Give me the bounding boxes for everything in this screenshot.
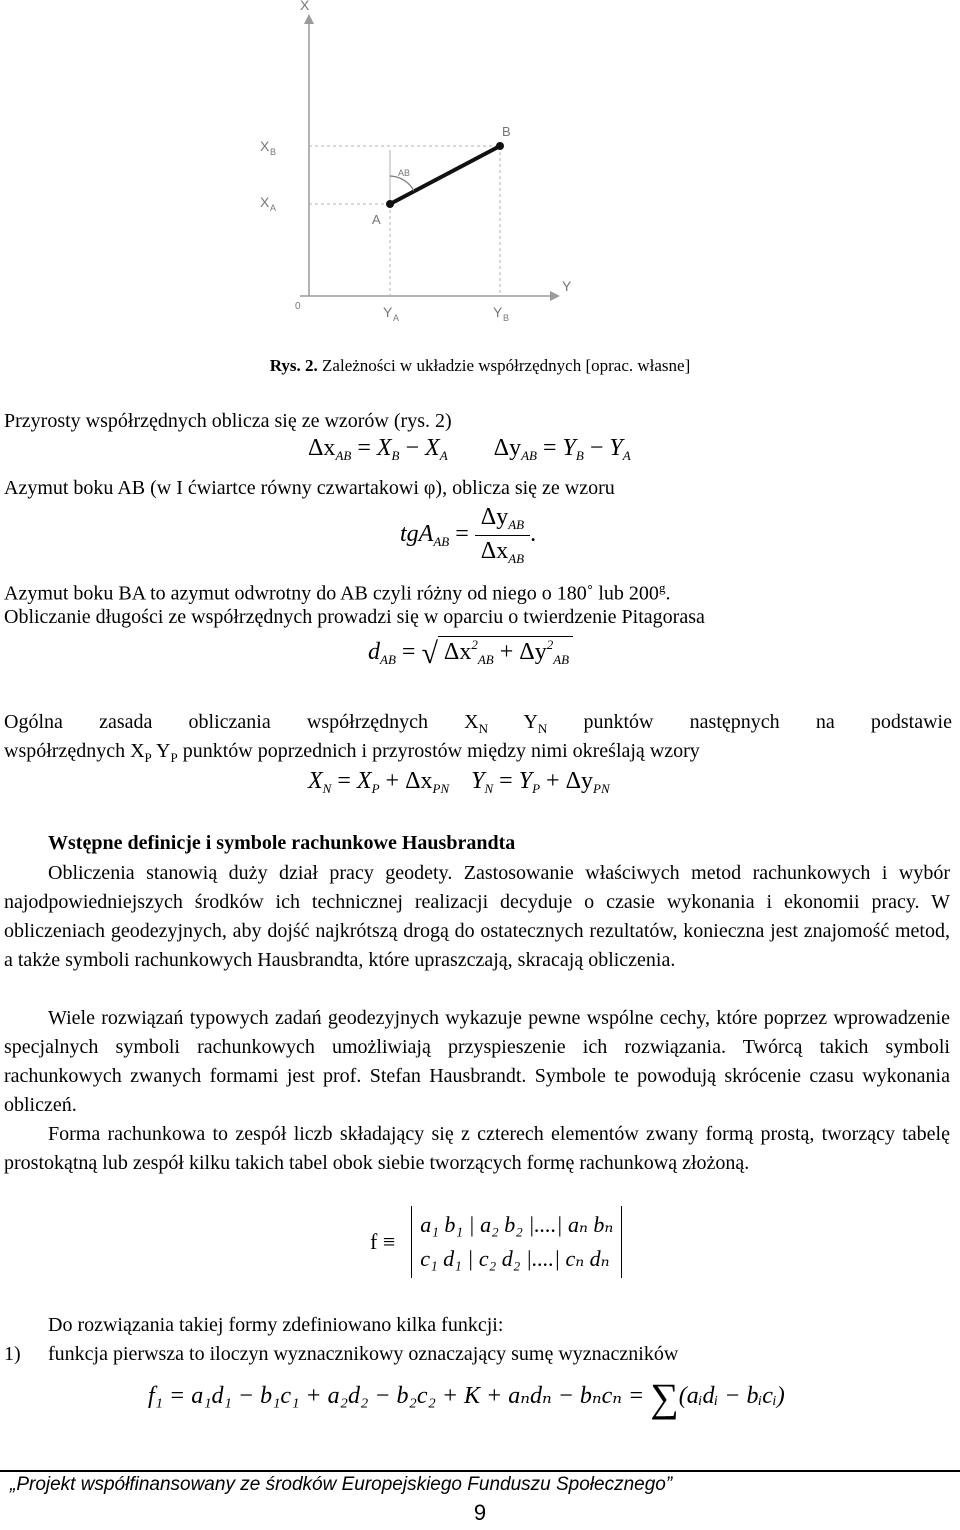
caption-label: Rys. 2. [269, 356, 318, 375]
xb-label: X [260, 138, 270, 154]
xa-label: X [260, 194, 270, 210]
formula-next-point: $X_N = X_P + \Delta x_{PN}$ $Y_N = Y_P + \Delta y_{PN}$ [308, 768, 610, 796]
page-number: 9 [473, 1500, 487, 1525]
distance-symbol: d [368, 639, 380, 665]
point-b-label: B [502, 124, 511, 139]
y-axis-label: Y [562, 278, 572, 294]
sigma-symbol: ∑ [650, 1375, 679, 1420]
formula-function-one: f₁ = a₁d₁ − b₁c₁ + a₂d₂ − b₂c₂ + K + aₙdₙ − bₙcₙ = ∑(aᵢdᵢ − bᵢcᵢ) [148, 1375, 785, 1420]
yb-label: Y [493, 304, 503, 320]
azimuth-fraction: $\frac{\Delta y_{AB}}{\Delta x_{AB}}$ [475, 504, 530, 567]
dx-symbol: Δx [308, 435, 336, 461]
footer-text: „Projekt współfinansowany ze środków Europejskiego Funduszu Społecznego” [10, 1474, 673, 1495]
yb-sub-label: B [503, 313, 510, 323]
azimuth-diagram [240, 0, 580, 340]
figure-caption [0, 356, 960, 376]
paragraph-form-definition: Forma rachunkowa to zespół liczb składający się z czterech elementów zwany formą prostą, tworzący tabelę prostokątną lub zespół kilku takich tabel obok siebie tworzących formę rachunkową złożoną. [4, 1123, 950, 1174]
formula-increments: $\Delta x_{AB} = X_B - X_A$ $\Delta y_{AB} = Y_B - Y_A$ [308, 435, 631, 463]
dy-symbol: Δy [493, 435, 522, 461]
xb-sub-label: B [270, 147, 277, 157]
form-row-2: c₁ d₁ | c₂ d₂ |....| cₙ dₙ [420, 1246, 610, 1271]
form-row-1: a₁ b₁ | a₂ b₂ |....| aₙ bₙ [420, 1212, 614, 1237]
list-item-text: funkcja pierwsza to iloczyn wyznacznikowy oznaczający sumę wyznaczników [48, 1343, 679, 1365]
footer-rule [0, 1470, 960, 1472]
angle-label: AB [398, 168, 411, 178]
paragraph-increments: Przyrosty współrzędnych oblicza się ze wzorów (rys. 2) [4, 410, 452, 432]
x-axis-arrow [304, 14, 314, 24]
paragraph-general-rule-line2: współrzędnych $X_P$ $Y_P$ punktów poprzednich i przyrostów między nimi określają wzory [4, 740, 700, 765]
point-a [386, 200, 394, 208]
formula-distance: $d_{AB}$ = √ $\Delta x^2_{AB} + \Delta y^2_{AB}$ [368, 636, 573, 671]
y-axis-arrow [550, 291, 560, 301]
section-heading: Wstępne definicje i symbole rachunkowe Hausbrandta [48, 832, 516, 854]
ya-sub-label: A [393, 313, 400, 323]
ya-label: Y [383, 304, 393, 320]
paragraph-azimuth: Azymut boku AB (w I ćwiartce równy czwartakowi φ), oblicza się ze wzoru [4, 477, 615, 499]
formula-azimuth: tgA$_{AB}$ = $\frac{\Delta y_{AB}}{\Delta x_{AB}}$ . [400, 504, 537, 566]
caption-text: Zależności w układzie współrzędnych [oprac. własne] [317, 356, 691, 375]
xa-sub-label: A [270, 203, 277, 213]
origin-label: 0 [295, 301, 301, 312]
form-matrix [370, 1206, 622, 1278]
angle-arc [390, 176, 414, 191]
paragraph-forms: Wiele rozwiązań typowych zadań geodezyjnych wykazuje pewne wspólne cechy, które poprzez wprowadzenie specjalnych symboli rachunkowych umożliwiają przyspieszenie ich rozwiązania. Twórcą takich symboli rachunkowych zwanych formami jest prof. Stefan Hausbrandt. Symbole te powodują skrócenie czasu wykonania obliczeń. [4, 1007, 950, 1116]
point-b [496, 142, 504, 150]
point-a-label: A [372, 212, 381, 227]
list-item-1 [4, 1340, 952, 1369]
tga-symbol: tgA [400, 521, 434, 548]
paragraph-reverse-azimuth: Azymut boku BA to azymut odwrotny do AB czyli różny od niego o 180˚ lub 200$^g$. [4, 580, 671, 605]
paragraph-functions: Do rozwiązania takiej formy zdefiniowano kilka funkcji: [48, 1314, 504, 1336]
list-item-number: 1) [4, 1343, 21, 1365]
sqrt-body: $\Delta x^2_{AB} + \Delta y^2_{AB}$ [438, 636, 573, 668]
paragraph-pythagoras: Obliczanie długości ze współrzędnych prowadzi się w oparciu o twierdzenie Pitagorasa [4, 606, 705, 628]
paragraph-calculations: Obliczenia stanowią duży dział pracy geodety. Zastosowanie właściwych metod rachunkowych i wybór najodpowiedniejszych środków ich technicznej realizacji decyduje o czasie wykonania i ekonomii pracy. W obliczeniach geodezyjnych, aby dojść najkrótszą drogą do ostatecznych rezultatów, konieczna jest znajomość metod, a także symboli rachunkowych Hausbrandta, które upraszczają, skracają obliczenia. [4, 862, 950, 971]
form-symbol: f ≡ [370, 1229, 396, 1254]
coordinate-figure [240, 0, 580, 340]
x-axis-label: X [300, 0, 310, 13]
form-table [411, 1206, 622, 1278]
paragraph-general-rule-line1: Ogólna zasada obliczania współrzędnych $X_N$ $Y_N$ punktów następnych na podstawie [4, 711, 952, 736]
